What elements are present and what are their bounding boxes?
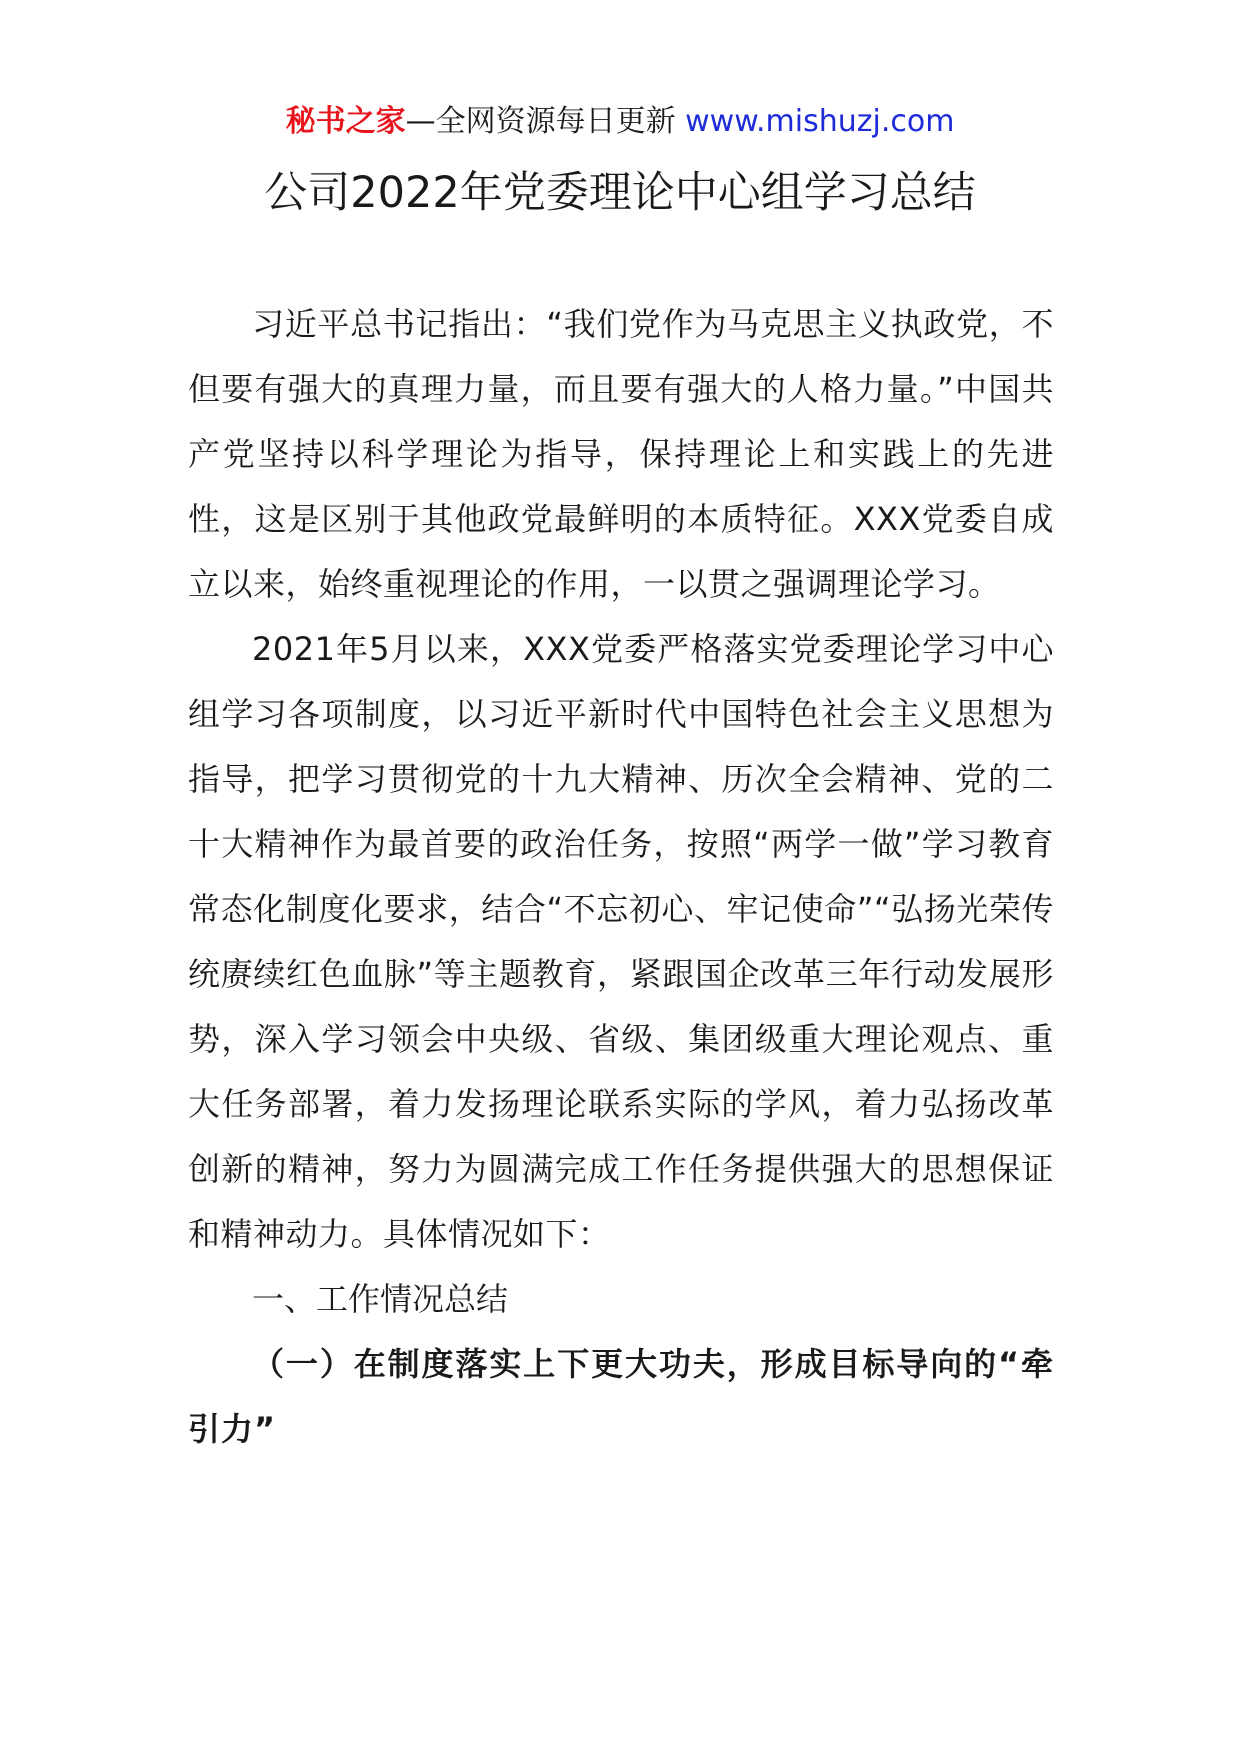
section-heading: 一、工作情况总结 [252, 1280, 509, 1318]
paragraph-intro: 习近平总书记指出：“我们党作为马克思主义执政党，不但要有强大的真理力量，而且要有强大的人格力量。”中国共产党坚持以科学理论为指导，保持理论上和实践上的先进性，这是区别于其他政党最鲜明的本质特征。XXX党委自成立以来，始终重视理论的作用，一以贯之强调理论学习。 [188, 305, 1054, 603]
document-title: 公司2022年党委理论中心组学习总结 [264, 168, 976, 218]
sub-heading: （一）在制度落实上下更大功夫，形成目标导向的“牵引力” [188, 1345, 1054, 1448]
site-tagline: —全网资源每日更新 [405, 104, 676, 139]
paragraph-overview: 2021年5月以来，XXX党委严格落实党委理论学习中心组学习各项制度，以习近平新时代中国特色社会主义思想为指导，把学习贯彻党的十九大精神、历次全会精神、党的二十大精神作为最首要的政治任务，按照“两学一做”学习教育常态化制度化要求，结合“不忘初心、牢记使命”“弘扬光荣传统赓续红色血脉”等主题教育，紧跟国企改革三年行动发展形势，深入学习领会中央级、省级、集团级重大理论观点、重大任务部署，着力发扬理论联系实际的学风，着力弘扬改革创新的精神，努力为圆满完成工作任务提供强大的思想保证和精神动力。具体情况如下： [188, 630, 1054, 1253]
site-brand: 秘书之家 [285, 104, 406, 139]
site-header [0, 100, 1240, 144]
site-url-link[interactable]: www.mishuzj.com [685, 104, 955, 139]
document-body [188, 292, 1054, 1462]
